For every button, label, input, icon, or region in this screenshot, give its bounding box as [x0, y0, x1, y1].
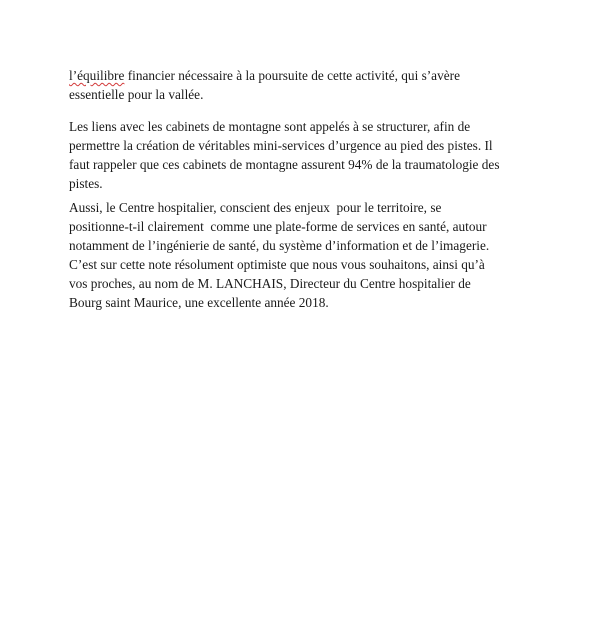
- text-line: notamment de l’ingénierie de santé, du système d’information et de l’imagerie.: [69, 238, 490, 253]
- text-line: Bourg saint Maurice, une excellente année 2018.: [69, 295, 329, 310]
- text-line: [69, 66, 529, 85]
- text-line: vos proches, au nom de M. LANCHAIS, Directeur du Centre hospitalier de: [69, 276, 471, 291]
- text-line: faut rappeler que ces cabinets de montagne assurent 94% de la traumatologie des: [69, 157, 500, 172]
- text-line: pistes.: [69, 176, 103, 191]
- text-line: positionne-t-il clairement comme une plate-forme de services en santé, autour: [69, 219, 487, 234]
- paragraph-mountain-cabinets: [69, 117, 529, 193]
- text-line: permettre la création de véritables mini-services d’urgence au pied des pistes. Il: [69, 138, 493, 153]
- text-line: C’est sur cette note résolument optimiste que nous vous souhaitons, ainsi qu’à: [69, 257, 485, 272]
- text-line: Les liens avec les cabinets de montagne sont appelés à se structurer, afin de: [69, 119, 471, 134]
- paragraph-new-year-wishes: [69, 255, 529, 312]
- text-line: essentielle pour la vallée.: [69, 87, 204, 102]
- paragraph-financial-balance: [69, 66, 529, 104]
- text-line: Aussi, le Centre hospitalier, conscient des enjeux pour le territoire, se: [69, 200, 442, 215]
- misspelled-word: l’équilibre: [69, 68, 125, 83]
- text-span: financier nécessaire à la poursuite de cette activité, qui s’avère: [124, 68, 460, 83]
- paragraph-hospital-positioning: [69, 198, 529, 255]
